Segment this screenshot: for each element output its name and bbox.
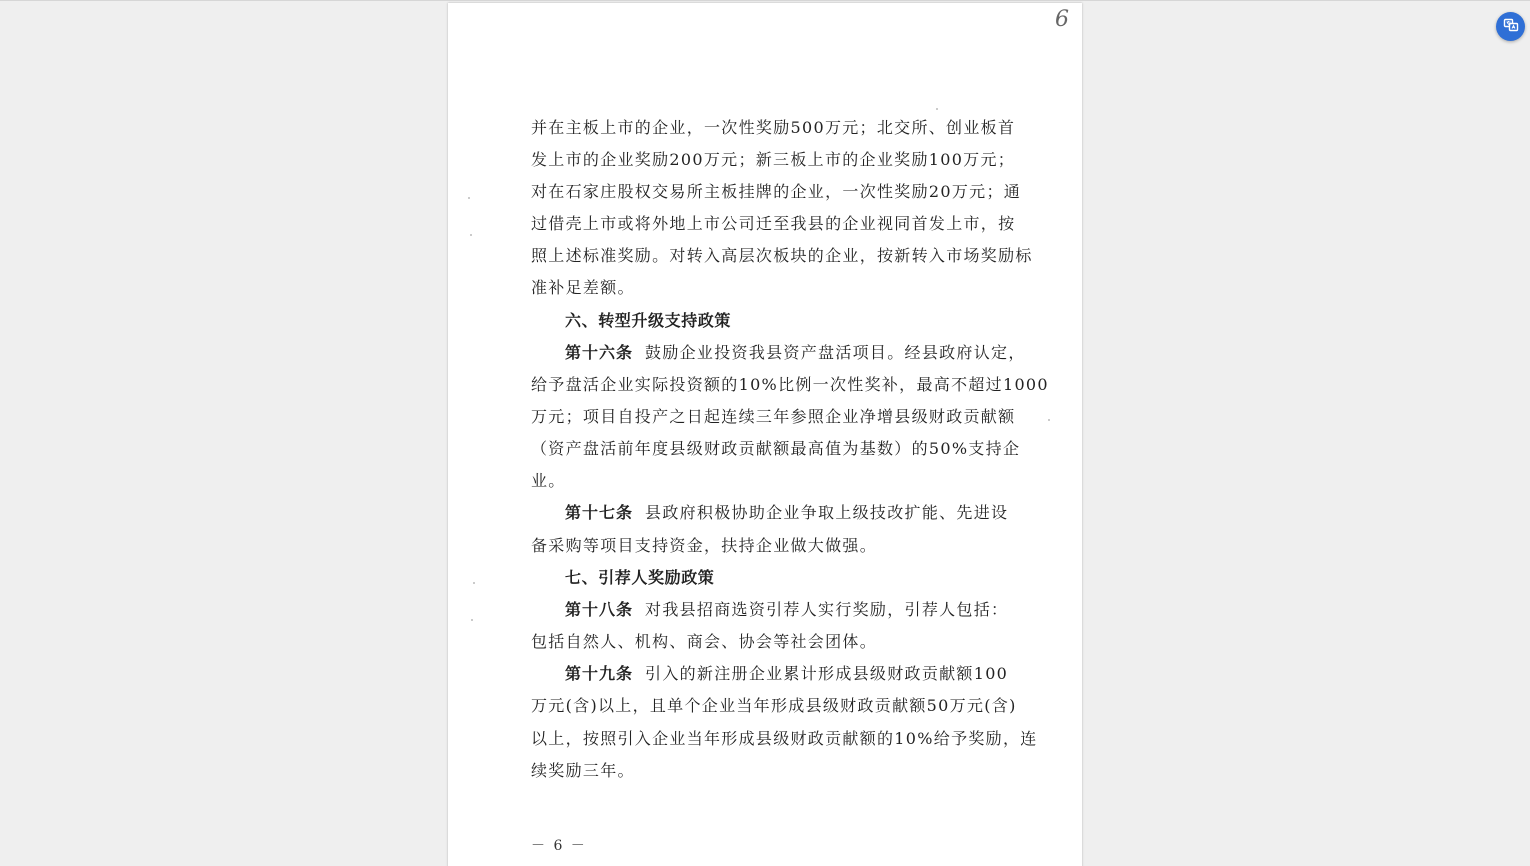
text-line: 备采购等项目支持资金，扶持企业做大做强。 [531, 536, 878, 555]
article-first-line [565, 664, 1011, 684]
scan-speck [470, 234, 472, 236]
text-line: 以上，按照引入企业当年形成县级财政贡献额的10%给予奖励，连 [531, 729, 1038, 748]
article-number: 第十六条 [565, 343, 634, 362]
article-text: 对我县招商选资引荐人实行奖励，引荐人包括： [645, 600, 1009, 619]
section-heading: 七、引荐人奖励政策 [565, 568, 715, 587]
article-number: 第十八条 [565, 600, 634, 619]
handwritten-page-mark: 6 [1055, 7, 1069, 32]
article-number: 第十七条 [565, 503, 634, 522]
scan-speck [468, 197, 470, 199]
article-text: 鼓励企业投资我县资产盘活项目。经县政府认定， [645, 343, 1026, 362]
text-line: 续奖励三年。 [531, 761, 635, 780]
article-first-line [565, 343, 1026, 363]
translate-button[interactable] [1496, 12, 1525, 41]
text-line: 给予盘活企业实际投资额的10%比例一次性奖补，最高不超过1000 [531, 375, 1049, 394]
text-line: 万元；项目自投产之日起连续三年参照企业净增县级财政贡献额 [531, 407, 1016, 426]
text-line: 照上述标准奖励。对转入高层次板块的企业，按新转入市场奖励标 [531, 246, 1033, 265]
article-number: 第十九条 [565, 664, 634, 683]
document-page [448, 3, 1082, 866]
section-heading: 六、转型升级支持政策 [565, 311, 732, 330]
article-first-line [565, 600, 1011, 620]
text-line: （资产盘活前年度县级财政贡献额最高值为基数）的50%支持企 [531, 439, 1021, 458]
page-number: － 6 － [531, 838, 587, 854]
text-line: 准补足差额。 [531, 278, 635, 297]
text-line: 包括自然人、机构、商会、协会等社会团体。 [531, 632, 878, 651]
article-first-line [565, 503, 1011, 523]
text-line: 万元(含)以上，且单个企业当年形成县级财政贡献额50万元(含) [531, 696, 1017, 715]
text-line: 对在石家庄股权交易所主板挂牌的企业，一次性奖励20万元；通 [531, 182, 1022, 201]
scan-speck [936, 108, 938, 110]
text-line: 业。 [531, 471, 566, 490]
text-line: 过借壳上市或将外地上市公司迁至我县的企业视同首发上市，按 [531, 214, 1016, 233]
text-line: 并在主板上市的企业，一次性奖励500万元；北交所、创业板首 [531, 118, 1016, 137]
scan-speck [1048, 419, 1050, 421]
article-text: 县政府积极协助企业争取上级技改扩能、先进设 [645, 503, 1009, 522]
article-text: 引入的新注册企业累计形成县级财政贡献额100 [645, 664, 1009, 683]
text-line: 发上市的企业奖励200万元；新三板上市的企业奖励100万元； [531, 150, 1016, 169]
scan-speck [473, 582, 475, 584]
translate-icon [1503, 17, 1519, 37]
scan-speck [471, 619, 473, 621]
